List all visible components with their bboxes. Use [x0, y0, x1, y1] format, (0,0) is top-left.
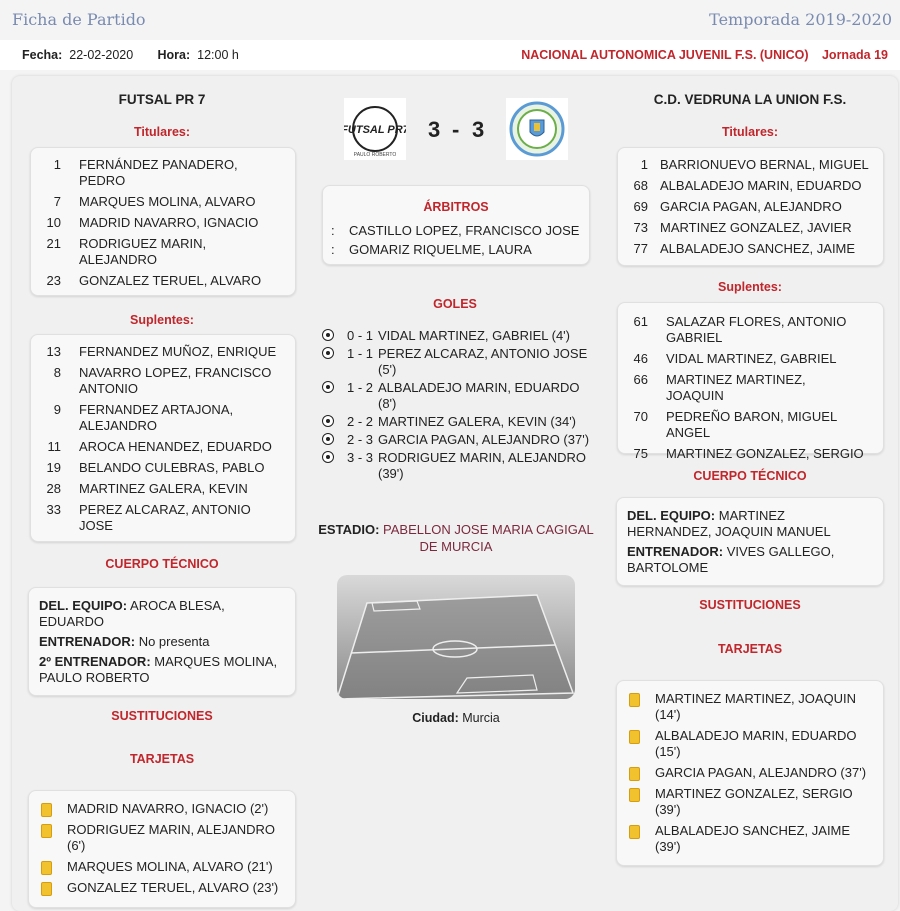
player-name: MARTINEZ GONZALEZ, JAVIER	[660, 220, 852, 235]
goal-scorer: RODRIGUEZ MARIN, ALEJANDRO (39')	[378, 450, 587, 481]
card-text: MARQUES MOLINA, ALVARO (21')	[67, 859, 273, 874]
competition-info	[511, 48, 888, 62]
goal-row[interactable]	[322, 450, 598, 482]
player-number: 73	[633, 220, 648, 235]
player-number: 77	[633, 241, 648, 256]
player-name: ALBALADEJO MARIN, EDUARDO	[660, 178, 862, 193]
player-name: MARTINEZ MARTINEZ, JOAQUIN	[666, 372, 806, 403]
city-label: Ciudad:	[412, 711, 459, 725]
player-name: RODRIGUEZ MARIN, ALEJANDRO	[79, 236, 207, 267]
player-number: 61	[633, 314, 648, 329]
home.subs-row[interactable]	[31, 439, 295, 455]
home-cards-title: TARJETAS	[129, 752, 195, 766]
home-subs-title: Suplentes:	[130, 313, 194, 327]
home-staff-delegate: DEL. EQUIPO: AROCA BLESA, EDUARDO	[39, 598, 225, 629]
goal-score: 1 - 1	[347, 346, 374, 361]
home-staff-assistant: 2º ENTRENADOR: MARQUES MOLINA, PAULO ROBERTO	[39, 654, 278, 685]
player-name: FERNANDEZ MUÑOZ, ENRIQUE	[79, 344, 277, 359]
goal-score: 2 - 3	[347, 432, 374, 447]
player-number: 7	[53, 194, 61, 209]
ball-icon	[322, 381, 334, 393]
referees-list	[331, 223, 579, 261]
player-number: 46	[633, 351, 648, 366]
home.subs-row[interactable]	[31, 502, 295, 534]
player-number: 1	[53, 157, 61, 172]
referee-prefix: :	[331, 223, 335, 238]
away-subs-title: Suplentes:	[718, 280, 782, 294]
player-number: 33	[46, 502, 61, 517]
time-value: 12:00 h	[197, 48, 239, 62]
jornada-label[interactable]: Jornada 19	[821, 48, 888, 62]
player-name: MARQUES MOLINA, ALVARO	[79, 194, 256, 209]
away.starters-row[interactable]	[618, 199, 883, 215]
away-substitutions-title: SUSTITUCIONES	[699, 598, 801, 612]
card-text: ALBALADEJO MARIN, EDUARDO (15')	[655, 728, 857, 759]
referee-row[interactable]	[331, 242, 579, 258]
home-starters-title: Titulares:	[133, 125, 191, 139]
card-text: MADRID NAVARRO, IGNACIO (2')	[67, 801, 269, 816]
away-starters-title: Titulares:	[721, 125, 779, 139]
away-staff-title: CUERPO TÉCNICO	[693, 469, 807, 483]
away-subs-list	[618, 314, 883, 467]
card-row[interactable]	[629, 691, 869, 723]
player-number: 10	[46, 215, 61, 230]
away-staff-delegate: DEL. EQUIPO: MARTINEZ HERNANDEZ, JOAQUIN MANUEL	[627, 508, 831, 539]
player-number: 70	[633, 409, 648, 424]
away-cards-box	[616, 680, 884, 866]
goal-row[interactable]	[322, 380, 598, 412]
date-label: Fecha:	[22, 48, 63, 62]
away-team-logo[interactable]	[506, 98, 568, 160]
away.subs-row[interactable]	[618, 351, 883, 367]
away.starters-row[interactable]	[618, 241, 883, 257]
ball-icon	[322, 415, 334, 427]
referees-box	[322, 185, 590, 265]
goal-score: 3 - 3	[347, 450, 374, 465]
player-name: NAVARRO LOPEZ, FRANCISCO ANTONIO	[79, 365, 272, 396]
yellow-card-icon	[41, 861, 52, 875]
player-name: VIDAL MARTINEZ, GABRIEL	[666, 351, 837, 366]
yellow-card-icon	[41, 882, 52, 896]
player-name: MARTINEZ GALERA, KEVIN	[79, 481, 248, 496]
home-subs-list	[31, 344, 295, 539]
player-name: BELANDO CULEBRAS, PABLO	[79, 460, 265, 475]
home.starters-row[interactable]	[31, 273, 295, 289]
away-staff-coach: ENTRENADOR: VIVES GALLEGO, BARTOLOME	[627, 544, 835, 575]
stadium-info	[312, 521, 600, 555]
home-team-name[interactable]: FUTSAL PR 7	[118, 92, 206, 107]
goal-scorer: VIDAL MARTINEZ, GABRIEL (4')	[378, 328, 570, 343]
city-value: Murcia	[462, 711, 500, 725]
card-text: GONZALEZ TERUEL, ALVARO (23')	[67, 880, 279, 895]
player-name: MARTINEZ GONZALEZ, SERGIO	[666, 446, 864, 461]
stadium-name[interactable]: PABELLON JOSE MARIA CAGIGAL DE MURCIA	[383, 522, 594, 554]
goal-score: 0 - 1	[347, 328, 374, 343]
card-row[interactable]	[41, 880, 281, 896]
home-cards-list	[41, 801, 281, 901]
card-text: MARTINEZ MARTINEZ, JOAQUIN (14')	[655, 691, 857, 722]
home-team-logo[interactable]	[344, 98, 406, 160]
goal-scorer: MARTINEZ GALERA, KEVIN (34')	[378, 414, 577, 429]
goal-row[interactable]	[322, 328, 598, 344]
yellow-card-icon	[41, 824, 52, 838]
away-starters-list	[618, 157, 883, 262]
ball-icon	[322, 433, 334, 445]
home-staff-title: CUERPO TÉCNICO	[105, 557, 219, 571]
player-name: PEREZ ALCARAZ, ANTONIO JOSE	[79, 502, 251, 533]
home.starters-row[interactable]	[31, 194, 295, 210]
player-number: 13	[46, 344, 61, 359]
away.subs-row[interactable]	[618, 446, 883, 462]
home.subs-row[interactable]	[31, 481, 295, 497]
goal-row[interactable]	[322, 432, 598, 448]
away.subs-row[interactable]	[618, 372, 883, 404]
goal-score: 1 - 2	[347, 380, 374, 395]
referee-prefix: :	[331, 242, 335, 257]
home.starters-row[interactable]	[31, 157, 295, 189]
goals-title: GOLES	[433, 297, 477, 311]
home.subs-row[interactable]	[31, 402, 295, 434]
card-row[interactable]	[629, 728, 869, 760]
date-value: 22-02-2020	[69, 48, 134, 62]
home-staff-coach: ENTRENADOR: No presenta	[39, 634, 210, 649]
match-datetime	[22, 48, 239, 62]
away-score: 3	[472, 117, 485, 142]
player-number: 66	[633, 372, 648, 387]
away-starters-box	[617, 147, 884, 266]
card-text: MARTINEZ GONZALEZ, SERGIO (39')	[655, 786, 853, 817]
away-team-name[interactable]: C.D. VEDRUNA LA UNION F.S.	[653, 92, 847, 107]
player-name: GONZALEZ TERUEL, ALVARO	[79, 273, 262, 288]
player-name: FERNANDEZ ARTAJONA, ALEJANDRO	[79, 402, 234, 433]
player-name: BARRIONUEVO BERNAL, MIGUEL	[660, 157, 869, 172]
card-text: ALBALADEJO SANCHEZ, JAIME (39')	[655, 823, 851, 854]
referees-title: ÁRBITROS	[423, 200, 489, 214]
home-score: 3	[428, 117, 441, 142]
player-name: PEDREÑO BARON, MIGUEL ANGEL	[666, 409, 837, 440]
player-number: 75	[633, 446, 648, 461]
competition-name[interactable]: NACIONAL AUTONOMICA JUVENIL F.S. (UNICO)	[521, 48, 809, 62]
goal-row[interactable]	[322, 346, 598, 378]
player-number: 9	[53, 402, 61, 417]
ball-icon	[322, 347, 334, 359]
yellow-card-icon	[41, 803, 52, 817]
home.starters-row[interactable]	[31, 236, 295, 268]
yellow-card-icon	[629, 767, 640, 781]
card-text: RODRIGUEZ MARIN, ALEJANDRO (6')	[67, 822, 276, 853]
player-number: 28	[46, 481, 61, 496]
player-number: 11	[47, 439, 61, 454]
player-number: 69	[633, 199, 648, 214]
yellow-card-icon	[629, 825, 640, 839]
ball-icon	[322, 329, 334, 341]
goal-scorer: ALBALADEJO MARIN, EDUARDO (8')	[378, 380, 580, 411]
away.starters-row[interactable]	[618, 157, 883, 173]
goal-score: 2 - 2	[347, 414, 374, 429]
home.subs-row[interactable]	[31, 365, 295, 397]
city-info	[312, 711, 600, 725]
player-number: 8	[53, 365, 61, 380]
away-cards-list	[629, 691, 869, 860]
season-label: Temporada 2019-2020	[709, 10, 892, 29]
home-staff-box	[28, 587, 296, 696]
score-separator: -	[452, 117, 460, 142]
goals-list	[322, 328, 598, 484]
home.subs-row[interactable]	[31, 344, 295, 360]
yellow-card-icon	[629, 693, 640, 707]
player-name: MADRID NAVARRO, IGNACIO	[79, 215, 259, 230]
home-subs-box	[30, 334, 296, 542]
card-row[interactable]	[41, 822, 281, 854]
home.starters-row[interactable]	[31, 215, 295, 231]
home-substitutions-title: SUSTITUCIONES	[111, 709, 213, 723]
player-name: AROCA HENANDEZ, EDUARDO	[79, 439, 272, 454]
goal-row[interactable]	[322, 414, 598, 430]
player-name: ALBALADEJO SANCHEZ, JAIME	[660, 241, 856, 256]
home-starters-box	[30, 147, 296, 296]
card-row[interactable]	[41, 801, 281, 817]
player-name: GARCIA PAGAN, ALEJANDRO	[660, 199, 842, 214]
card-row[interactable]	[629, 765, 869, 781]
goal-scorer: PEREZ ALCARAZ, ANTONIO JOSE (5')	[378, 346, 588, 377]
home-cards-box	[28, 790, 296, 908]
card-row[interactable]	[629, 823, 869, 855]
yellow-card-icon	[629, 730, 640, 744]
card-text: GARCIA PAGAN, ALEJANDRO (37')	[655, 765, 867, 780]
away.starters-row[interactable]	[618, 178, 883, 194]
home-logo-text: FUTSAL PR7	[344, 124, 406, 136]
away.starters-row[interactable]	[618, 220, 883, 236]
home-starters-list	[31, 157, 295, 294]
player-name: SALAZAR FLORES, ANTONIO GABRIEL	[666, 314, 847, 345]
card-row[interactable]	[629, 786, 869, 818]
player-number: 21	[46, 236, 61, 251]
away-subs-box	[617, 302, 884, 461]
player-number: 19	[46, 460, 61, 475]
goal-scorer: GARCIA PAGAN, ALEJANDRO (37')	[378, 432, 590, 447]
player-number: 1	[640, 157, 648, 172]
player-number: 68	[633, 178, 648, 193]
yellow-card-icon	[629, 788, 640, 802]
pitch-image	[337, 575, 575, 699]
away-staff-box	[616, 497, 884, 586]
player-number: 23	[46, 273, 61, 288]
ball-icon	[322, 451, 334, 463]
away-cards-title: TARJETAS	[717, 642, 783, 656]
referee-name: CASTILLO LOPEZ, FRANCISCO JOSE	[349, 223, 580, 238]
card-row[interactable]	[41, 859, 281, 875]
stadium-label: ESTADIO:	[318, 522, 380, 537]
page-title: Ficha de Partido	[12, 10, 146, 29]
home.subs-row[interactable]	[31, 460, 295, 476]
player-name: FERNÁNDEZ PANADERO, PEDRO	[79, 157, 238, 188]
away.subs-row[interactable]	[618, 314, 883, 346]
home-logo-subtext: PAULO ROBERTO	[353, 152, 397, 158]
away.subs-row[interactable]	[618, 409, 883, 441]
referee-row[interactable]	[331, 223, 579, 239]
referee-name: GOMARIZ RIQUELME, LAURA	[349, 242, 532, 257]
time-label: Hora:	[157, 48, 191, 62]
